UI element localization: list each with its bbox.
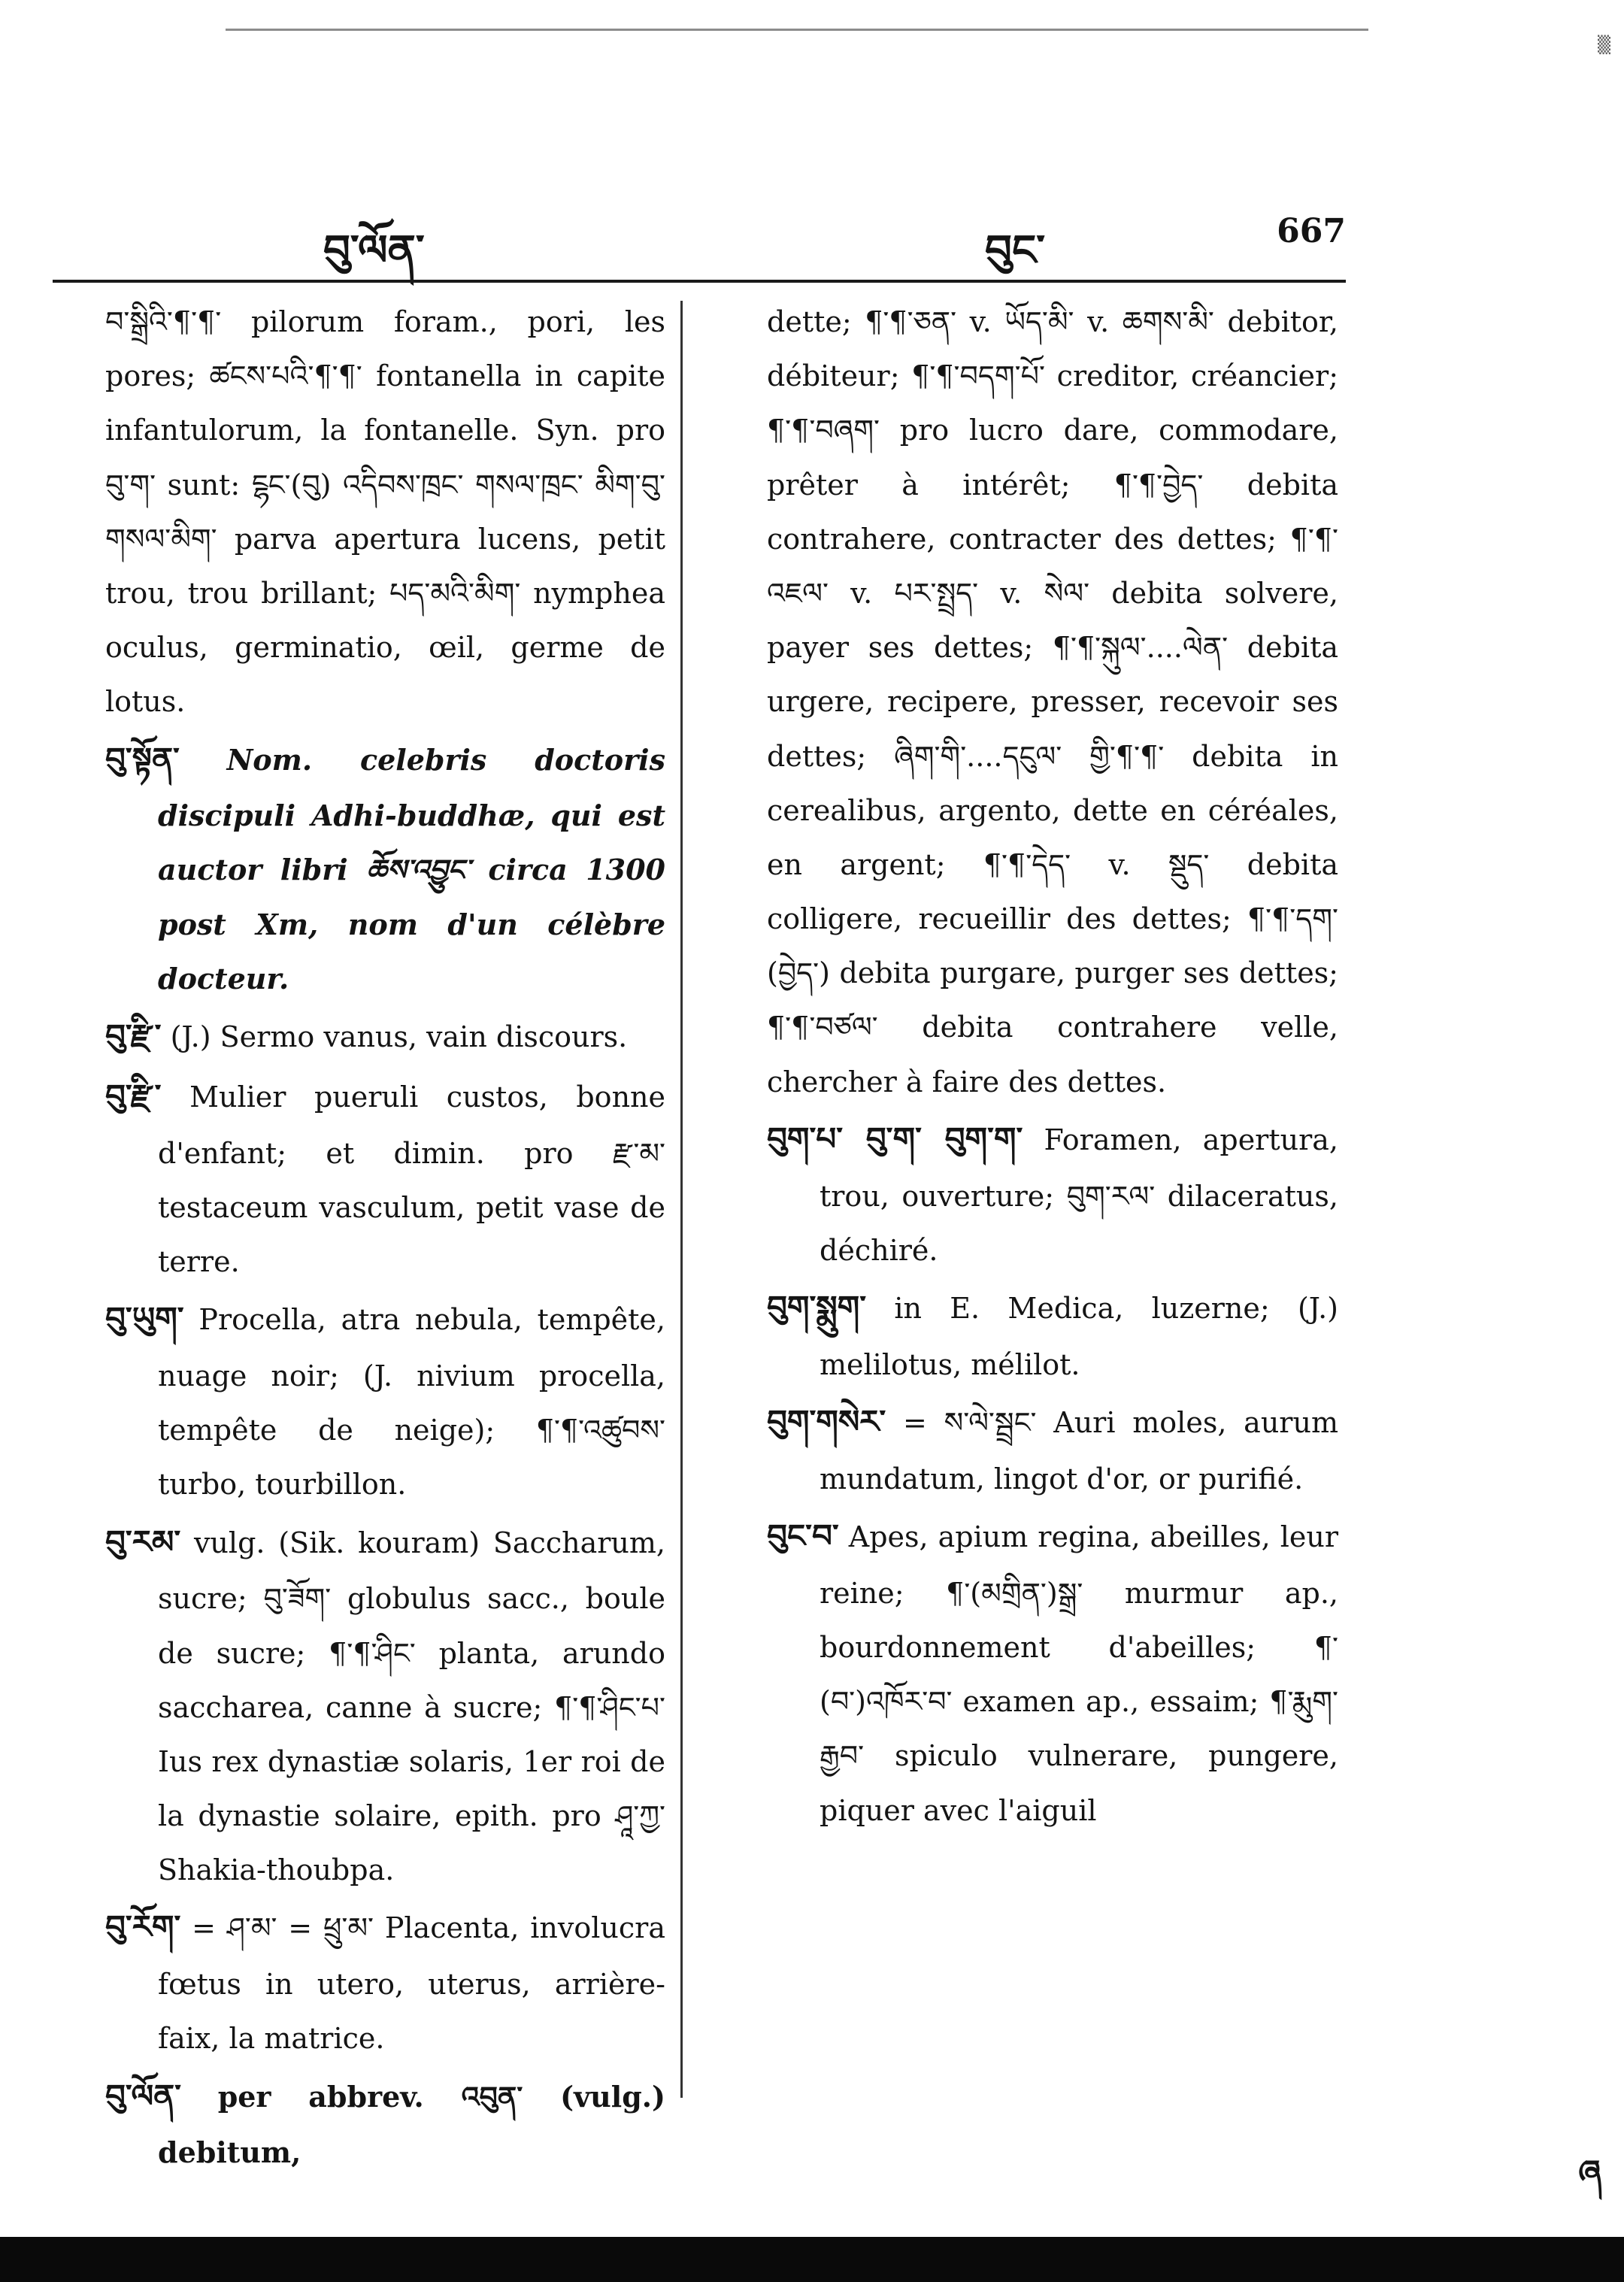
margin-mark: ཞ: [1578, 2153, 1601, 2192]
column-divider: [680, 301, 683, 2098]
dictionary-entry: [105, 1289, 665, 1511]
running-head-left: བུ་ལོན་: [323, 226, 425, 275]
entry-headword: བུག་སྨུག་: [767, 1288, 867, 1326]
entry-headword: བུག་པ་ བུ་ག་ བུག་ག་: [767, 1120, 1023, 1157]
entry-text: Apes, apium regina, abeilles, leur reine; ¶་(མགྲིན་)སྒྲ་ murmur ap., bourdonnement d'abeilles; ¶་(བ་)འཁོར་བ་ examen ap., essaim; ¶་རྨུག་རྒྱབ་ spiculo vulnerare, pungere, piquer avec l'aiguil: [820, 1520, 1338, 1827]
scan-top-line: [226, 29, 1368, 31]
scan-edge-mark: ▒: [1598, 36, 1610, 55]
dictionary-entry: [767, 1277, 1338, 1392]
entry-text: vulg. (Sik. kouram) Saccharum, sucre; བུ་ཟོག་ globulus sacc., boule de sucre; ¶་¶་ཤིང་ planta, arundo saccharea, canne à sucre; ¶་¶་ཤིང་པ་ Ius rex dynastiæ solaris, 1er roi de la dynastie solaire, epith. pro ཤཱ་ཀྱ་ Shakia-thoubpa.: [158, 1526, 665, 1887]
entry-headword: བུ་སྟོན་: [105, 740, 180, 777]
dictionary-entry: [105, 1006, 665, 1066]
dictionary-entry: [767, 1109, 1338, 1277]
entry-text: = ས་ལེ་སྦྲང་ Auri moles, aurum mundatum, lingot d'or, or purifié.: [820, 1405, 1338, 1496]
left-column: [105, 295, 665, 2180]
dictionary-entry: [105, 2066, 665, 2180]
entry-headword: བུང་བ་: [767, 1517, 839, 1554]
entry-headword: བུ་རོག་: [105, 1908, 181, 1946]
entry-continuation: [767, 295, 1338, 1109]
page-number: 667: [1277, 212, 1346, 250]
entry-headword: བུ་རམ་: [105, 1523, 181, 1560]
entry-text: Procella, atra nebula, tempête, nuage noir; (J. nivium procella, tempête de neige); ¶་¶་འཚུབས་ turbo, tourbillon.: [158, 1303, 665, 1502]
entry-text: Mulier pueruli custos, bonne d'enfant; et dimin. pro རྫ་མ་ testaceum vasculum, petit vase de terre.: [158, 1080, 665, 1279]
dictionary-entry: [767, 1392, 1338, 1506]
running-head-right: བུང་: [985, 226, 1045, 275]
entry-headword: བུ་རྫི་: [105, 1017, 162, 1055]
entry-headword: བུ་ལོན་: [105, 2077, 181, 2114]
entry-continuation: [105, 295, 665, 729]
entry-text: Foramen, apertura, trou, ouverture; བུག་རལ་ dilaceratus, déchiré.: [820, 1123, 1338, 1267]
scan-bottom-bar: [0, 2237, 1624, 2282]
dictionary-entry: [105, 1897, 665, 2065]
entry-text: per abbrev. འབུན་ (vulg.) debitum,: [158, 2079, 665, 2170]
dictionary-entry: [105, 729, 665, 1007]
entry-text: བ་སྒྲིའི་¶་¶་ pilorum foram., pori, les pores; ཚངས་པའི་¶་¶་ fontanella in capite infantulorum, la fontanelle. Syn. pro བུ་ག་ sunt: ངྷང་(བུ) འདིབས་ཁྲང་ གསལ་ཁྲང་ མིག་བུ་ གསལ་མིག་ parva apertura lucens, petit trou, trou brillant; པད་མའི་མིག་ nymphea oculus, germinatio, œil, germe de lotus.: [105, 305, 665, 719]
page-header: [53, 203, 1346, 275]
entry-text: in E. Medica, luzerne; (J.) melilotus, mélilot.: [820, 1291, 1338, 1381]
entry-headword: བུ་ཡུག་: [105, 1300, 184, 1338]
entry-text: = ཤ་མ་ = ཕྲུ་མ་ Placenta, involucra fœtus in utero, uterus, arrière-faix, la matrice.: [158, 1911, 665, 2056]
entry-headword: བུག་གསེར་: [767, 1402, 886, 1440]
header-rule: [53, 280, 1346, 283]
right-column: [767, 295, 1338, 1838]
dictionary-entry: [105, 1066, 665, 1289]
entry-text: dette; ¶་¶་ཅན་ v. ཡོད་མི་ v. ཆགས་མི་ debitor, débiteur; ¶་¶་བདག་པོ་ creditor, créancier; ¶་¶་བཞག་ pro lucro dare, commodare, prêter à intérêt; ¶་¶་བྱེད་ debita contrahere, contracter des dettes; ¶་¶་འཇལ་ v. པར་སྤྲད་ v. སེལ་ debita solvere, payer ses dettes; ¶་¶་སྐུལ་....ལེན་ debita urgere, recipere, presser, recevoir ses dettes; ཞིག་གི་....དངུལ་ གྱི་¶་¶་ debita in cerealibus, argento, dette en céréales, en argent; ¶་¶་དེད་ v. སྡུད་ debita colligere, recueillir des dettes; ¶་¶་དག་(བྱེད་) debita purgare, purger ses dettes; ¶་¶་བཙལ་ debita contrahere velle, chercher à faire des dettes.: [767, 305, 1338, 1099]
dictionary-entry: [767, 1506, 1338, 1838]
entry-text: (J.) Sermo vanus, vain discours.: [170, 1020, 628, 1054]
entry-headword: བུ་རྫི་: [105, 1077, 162, 1114]
entry-text: Nom. celebris doctoris discipuli Adhi-buddhæ, qui est auctor libri ཆོས་འབྱུང་ circa 1300 post Xm, nom d'un célèbre docteur.: [158, 742, 665, 996]
dictionary-entry: [105, 1512, 665, 1898]
